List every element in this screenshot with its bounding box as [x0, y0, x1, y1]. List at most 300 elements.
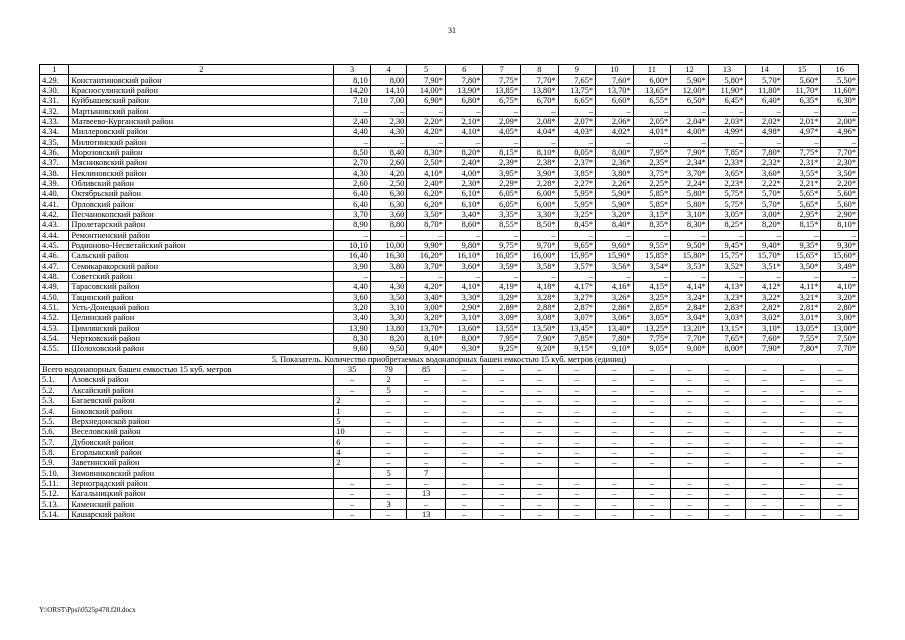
row-code: 4.50. [40, 292, 69, 302]
value-cell: 3,70* [671, 168, 709, 178]
value-cell: 3,85* [558, 168, 596, 178]
value-cell: 4,04* [521, 127, 559, 137]
value-cell: 2,60 [370, 158, 407, 168]
value-cell: – [596, 509, 634, 519]
value-cell: – [633, 271, 671, 281]
table-row [40, 147, 859, 157]
value-cell: 7,70* [521, 75, 559, 85]
value-cell: 13,20* [671, 323, 709, 333]
column-number-header: 13 [708, 65, 746, 75]
value-cell: 13,65* [633, 85, 671, 95]
value-cell: 5,80* [671, 189, 709, 199]
value-cell: 3,40 [334, 313, 371, 323]
value-cell: 2,10* [445, 116, 483, 126]
value-cell: – [671, 416, 709, 426]
value-cell: – [746, 437, 784, 447]
total-value: – [558, 364, 596, 374]
value-cell: 2,40 [334, 116, 371, 126]
value-cell: 4,97* [783, 127, 821, 137]
value-cell: – [558, 385, 596, 395]
table-row [40, 261, 859, 271]
value-cell: 3,54* [633, 261, 671, 271]
value-cell: 13,80* [521, 85, 559, 95]
row-code: 5.5. [40, 416, 69, 426]
value-cell: – [633, 230, 671, 240]
value-cell: – [370, 106, 407, 116]
value-cell: 3,29* [483, 292, 521, 302]
value-cell [708, 468, 746, 478]
value-cell: 15,65* [783, 251, 821, 261]
value-cell: 9,15* [558, 344, 596, 354]
row-code: 5.2. [40, 385, 69, 395]
value-cell: – [708, 406, 746, 416]
value-cell: 13,75* [558, 85, 596, 95]
value-cell: – [596, 437, 634, 447]
row-code: 5.3. [40, 396, 69, 406]
value-cell: 2,26* [596, 178, 634, 188]
value-cell: – [746, 396, 784, 406]
value-cell: – [783, 489, 821, 499]
value-cell: – [370, 447, 407, 457]
value-cell: – [633, 478, 671, 488]
value-cell: 8,30* [407, 147, 446, 157]
value-cell: 9,45* [708, 240, 746, 250]
value-cell: 5,60* [783, 75, 821, 85]
value-cell: 5 [334, 416, 371, 426]
district-name: Азовский район [69, 375, 334, 385]
district-name: Сальский район [69, 251, 334, 261]
table-row [40, 96, 859, 106]
value-cell: 16,20* [407, 251, 446, 261]
value-cell: – [483, 458, 521, 468]
value-cell: – [821, 396, 859, 406]
value-cell: 6,60* [596, 96, 634, 106]
table-row [40, 85, 859, 95]
value-cell: 7,75* [483, 75, 521, 85]
value-cell: 6,40 [334, 189, 371, 199]
value-cell: 6,50* [671, 96, 709, 106]
value-cell: 3,21* [783, 292, 821, 302]
value-cell: – [407, 406, 446, 416]
value-cell: 13,90 [334, 323, 371, 333]
value-cell: 2,35* [633, 158, 671, 168]
value-cell: 7,65* [708, 333, 746, 343]
value-cell: 3,02* [746, 313, 784, 323]
value-cell: 3,90 [334, 261, 371, 271]
value-cell [445, 468, 483, 478]
row-code: 4.38. [40, 168, 69, 178]
value-cell: – [821, 499, 859, 509]
value-cell: – [483, 385, 521, 395]
table-row [40, 509, 859, 519]
value-cell: 3,27* [558, 292, 596, 302]
value-cell: 4,10* [445, 282, 483, 292]
value-cell: 2,86* [596, 302, 634, 312]
value-cell: 5,65* [783, 199, 821, 209]
value-cell: 3,55* [783, 168, 821, 178]
row-code: 5.9. [40, 458, 69, 468]
value-cell: – [483, 489, 521, 499]
section-title: 5. Показатель. Количество приобретаемых водонапорных башен емкостью 15 куб. метров (единиц) [40, 354, 859, 364]
value-cell: 8,70* [407, 220, 446, 230]
value-cell: 8,05* [558, 147, 596, 157]
value-cell: 2,24* [671, 178, 709, 188]
value-cell: – [821, 106, 859, 116]
value-cell [483, 468, 521, 478]
value-cell: 3,10* [746, 323, 784, 333]
value-cell: – [370, 271, 407, 281]
value-cell: 3,20 [334, 302, 371, 312]
district-name: Багаевский район [69, 396, 334, 406]
value-cell: 5,70* [746, 189, 784, 199]
value-cell: – [445, 499, 483, 509]
value-cell: 13 [407, 489, 446, 499]
header-row [40, 65, 859, 75]
value-cell: 9,80* [445, 240, 483, 250]
value-cell: – [783, 499, 821, 509]
value-cell: 8,30 [334, 333, 371, 343]
value-cell: 8,00 [370, 75, 407, 85]
column-number-header: 15 [783, 65, 821, 75]
value-cell: – [633, 396, 671, 406]
value-cell: 8,10* [821, 220, 859, 230]
value-cell: – [334, 137, 371, 147]
value-cell: 11,80* [746, 85, 784, 95]
value-cell: 2,85* [633, 302, 671, 312]
value-cell: – [558, 375, 596, 385]
value-cell: 8,40 [370, 147, 407, 157]
row-code: 4.33. [40, 116, 69, 126]
value-cell: – [370, 427, 407, 437]
value-cell: 8,90 [334, 220, 371, 230]
value-cell: 8,10* [407, 333, 446, 343]
value-cell: 2,87* [558, 302, 596, 312]
column-number-header: 12 [671, 65, 709, 75]
value-cell: – [708, 489, 746, 499]
value-cell: – [746, 271, 784, 281]
column-number-header: 6 [445, 65, 483, 75]
value-cell: – [483, 271, 521, 281]
value-cell: – [596, 499, 634, 509]
district-name: Неклиновский район [69, 168, 334, 178]
value-cell: 3,00* [821, 313, 859, 323]
value-cell: 6,05* [483, 189, 521, 199]
value-cell: 5,70* [746, 199, 784, 209]
value-cell: 5 [370, 468, 407, 478]
value-cell: 14,00* [407, 85, 446, 95]
value-cell: – [596, 385, 634, 395]
value-cell: 2,37* [558, 158, 596, 168]
value-cell: – [370, 230, 407, 240]
value-cell: – [746, 458, 784, 468]
value-cell: – [558, 137, 596, 147]
value-cell: 13,55* [483, 323, 521, 333]
value-cell: – [521, 396, 559, 406]
value-cell: – [334, 509, 371, 519]
value-cell: 2,25* [633, 178, 671, 188]
row-code: 5.12. [40, 489, 69, 499]
row-code: 4.29. [40, 75, 69, 85]
row-code: 4.31. [40, 96, 69, 106]
value-cell: 3,20* [596, 209, 634, 219]
value-cell: – [483, 375, 521, 385]
value-cell: 6,05* [483, 199, 521, 209]
value-cell: 2 [370, 375, 407, 385]
value-cell: 2,90* [821, 209, 859, 219]
table-row [40, 458, 859, 468]
row-code: 4.45. [40, 240, 69, 250]
table-row [40, 313, 859, 323]
value-cell: 6,65* [558, 96, 596, 106]
value-cell: – [821, 375, 859, 385]
table-row [40, 220, 859, 230]
value-cell: 8,80 [370, 220, 407, 230]
value-cell: – [633, 427, 671, 437]
district-name: Верхнедонской район [69, 416, 334, 426]
value-cell: – [633, 447, 671, 457]
value-cell: – [445, 137, 483, 147]
value-cell: 2,34* [671, 158, 709, 168]
value-cell: – [633, 385, 671, 395]
value-cell: 6,80* [445, 96, 483, 106]
value-cell: – [521, 416, 559, 426]
row-code: 5.6. [40, 427, 69, 437]
value-cell: 3,06* [596, 313, 634, 323]
district-name: Орловский район [69, 199, 334, 209]
value-cell: – [783, 427, 821, 437]
value-cell: 3,56* [596, 261, 634, 271]
value-cell: 3,15* [633, 209, 671, 219]
total-value: 35 [334, 364, 371, 374]
value-cell: 6,30 [370, 199, 407, 209]
value-cell: 6,75* [483, 96, 521, 106]
value-cell: 4,99* [708, 127, 746, 137]
value-cell: – [821, 489, 859, 499]
value-cell: 6,40* [746, 96, 784, 106]
value-cell: 5,75* [708, 199, 746, 209]
value-cell: 7,85* [708, 147, 746, 157]
value-cell: 8,25* [708, 220, 746, 230]
value-cell: – [821, 509, 859, 519]
value-cell: 4,13* [708, 282, 746, 292]
value-cell: 5,90* [596, 189, 634, 199]
value-cell: – [671, 509, 709, 519]
row-code: 5.11. [40, 478, 69, 488]
value-cell: 4,10* [407, 168, 446, 178]
value-cell: 5,50* [821, 75, 859, 85]
value-cell: – [746, 478, 784, 488]
district-name: Миллеровский район [69, 127, 334, 137]
district-name: Октябрьский район [69, 189, 334, 199]
value-cell: – [334, 230, 371, 240]
value-cell: – [445, 427, 483, 437]
value-cell: 3,35* [483, 209, 521, 219]
value-cell: 6,30 [370, 189, 407, 199]
column-number-header: 5 [407, 65, 446, 75]
value-cell: 8,50* [521, 220, 559, 230]
value-cell [334, 468, 371, 478]
table-row [40, 437, 859, 447]
value-cell: 5,90* [671, 75, 709, 85]
value-cell: – [334, 489, 371, 499]
value-cell: – [746, 489, 784, 499]
row-code: 4.35. [40, 137, 69, 147]
value-cell: – [558, 499, 596, 509]
value-cell: – [445, 375, 483, 385]
value-cell: – [483, 447, 521, 457]
value-cell: 8,00* [708, 344, 746, 354]
value-cell: – [783, 406, 821, 416]
district-name: Матвеево-Курганский район [69, 116, 334, 126]
value-cell: 12,00* [671, 85, 709, 95]
value-cell: – [521, 427, 559, 437]
row-code: 4.47. [40, 261, 69, 271]
value-cell: 6,00* [633, 75, 671, 85]
column-number-header: 8 [521, 65, 559, 75]
value-cell: – [370, 137, 407, 147]
value-cell: – [558, 509, 596, 519]
value-cell: – [558, 458, 596, 468]
value-cell: 2,29* [483, 178, 521, 188]
value-cell: 5,65* [783, 189, 821, 199]
value-cell: – [671, 499, 709, 509]
table-row [40, 292, 859, 302]
value-cell: 15,90* [596, 251, 634, 261]
value-cell: – [521, 137, 559, 147]
value-cell: – [407, 499, 446, 509]
value-cell: 2,04* [671, 116, 709, 126]
value-cell: 7,90* [521, 333, 559, 343]
value-cell: 9,20* [521, 344, 559, 354]
value-cell: 7,75* [783, 147, 821, 157]
district-name: Усть-Донецкий район [69, 302, 334, 312]
column-number-header: 14 [746, 65, 784, 75]
value-cell: 9,70* [521, 240, 559, 250]
value-cell: 2,05* [633, 116, 671, 126]
row-code: 4.42. [40, 209, 69, 219]
value-cell: – [783, 396, 821, 406]
value-cell: 11,90* [708, 85, 746, 95]
value-cell: 2,39* [483, 158, 521, 168]
district-name: Мартыновский район [69, 106, 334, 116]
value-cell: – [821, 437, 859, 447]
value-cell: – [821, 427, 859, 437]
value-cell [821, 468, 859, 478]
value-cell: 14,10 [370, 85, 407, 95]
value-cell: – [596, 106, 634, 116]
value-cell: – [558, 489, 596, 499]
row-code: 4.32. [40, 106, 69, 116]
value-cell [521, 468, 559, 478]
value-cell: 4 [334, 447, 371, 457]
value-cell: 3,09* [483, 313, 521, 323]
value-cell: 2,90* [445, 302, 483, 312]
table-row [40, 323, 859, 333]
total-value: 79 [370, 364, 407, 374]
value-cell: – [783, 458, 821, 468]
value-cell: 5,75* [708, 189, 746, 199]
value-cell: 4,16* [596, 282, 634, 292]
table-row [40, 116, 859, 126]
value-cell: 3,50* [783, 261, 821, 271]
value-cell: 15,85* [633, 251, 671, 261]
value-cell: – [596, 458, 634, 468]
value-cell: 8,40* [596, 220, 634, 230]
value-cell: – [633, 458, 671, 468]
value-cell: 3,50* [407, 209, 446, 219]
value-cell: – [370, 396, 407, 406]
value-cell: 6,00* [521, 189, 559, 199]
value-cell: 3,25* [558, 209, 596, 219]
value-cell: 3,53* [671, 261, 709, 271]
file-path-footer: Y:\ORST\Ppsi\0525p478.f20.docx [39, 606, 136, 614]
row-code: 4.39. [40, 178, 69, 188]
value-cell: 3,60* [445, 261, 483, 271]
value-cell: – [558, 230, 596, 240]
value-cell: 2,33* [708, 158, 746, 168]
district-name: Зимовниковский район [69, 468, 334, 478]
value-cell: – [445, 106, 483, 116]
value-cell: – [407, 396, 446, 406]
value-cell: – [334, 478, 371, 488]
value-cell: 15,60* [821, 251, 859, 261]
value-cell: – [746, 385, 784, 395]
value-cell: 13,15* [708, 323, 746, 333]
value-cell: – [445, 396, 483, 406]
value-cell: 6,40 [334, 199, 371, 209]
district-name: Боковский район [69, 406, 334, 416]
value-cell: 2,28* [521, 178, 559, 188]
value-cell: 8,10 [334, 75, 371, 85]
value-cell: 13,90* [445, 85, 483, 95]
value-cell: 4,02* [596, 127, 634, 137]
value-cell: 9,90* [407, 240, 446, 250]
value-cell: – [521, 489, 559, 499]
value-cell: – [558, 406, 596, 416]
table-row [40, 344, 859, 354]
page-number: 31 [448, 26, 456, 35]
value-cell: 13,70* [596, 85, 634, 95]
value-cell: 3,28* [521, 292, 559, 302]
total-value: – [445, 364, 483, 374]
district-name: Обливский район [69, 178, 334, 188]
value-cell: 6,70* [521, 96, 559, 106]
total-label: Всего водонапорных башен емкостью 15 куб. метров [40, 364, 334, 374]
value-cell: – [633, 416, 671, 426]
value-cell: 3,00* [746, 209, 784, 219]
table-row [40, 158, 859, 168]
value-cell: – [708, 230, 746, 240]
total-value: – [671, 364, 709, 374]
value-cell: – [633, 499, 671, 509]
table-row [40, 189, 859, 199]
value-cell: 4,20* [407, 282, 446, 292]
row-code: 5.8. [40, 447, 69, 457]
value-cell: – [783, 230, 821, 240]
value-cell: – [483, 137, 521, 147]
column-number-header: 10 [596, 65, 634, 75]
value-cell: 4,03* [558, 127, 596, 137]
value-cell: 9,30* [445, 344, 483, 354]
value-cell: 4,40 [334, 282, 371, 292]
value-cell: – [783, 478, 821, 488]
value-cell: 2,03* [708, 116, 746, 126]
value-cell: 9,10* [596, 344, 634, 354]
column-number-header: 4 [370, 65, 407, 75]
value-cell: – [521, 406, 559, 416]
value-cell: – [746, 406, 784, 416]
district-name: Константиновский район [69, 75, 334, 85]
